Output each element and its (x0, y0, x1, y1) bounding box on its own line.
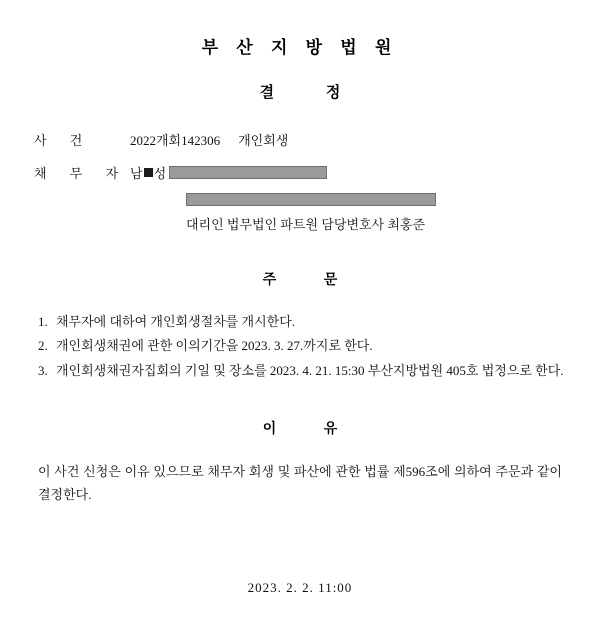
debtor-value (130, 163, 327, 182)
case-number: 2022개회142306 (130, 133, 221, 148)
redaction-bar-name (169, 166, 327, 179)
case-value (130, 130, 288, 149)
list-item (34, 360, 566, 382)
case-type: 개인회생 (238, 133, 289, 148)
list-item-text: 개인회생채권자집회의 기일 및 장소를 2023. 4. 21. 15:30 부산지방법원 405호 법정으로 한다. (56, 362, 564, 378)
list-item (34, 311, 566, 333)
reason-section-body: 이 사건 신청은 이유 있으므로 채무자 회생 및 파산에 관한 법률 제596조에 의하여 주문과 같이 결정한다. (38, 464, 562, 503)
debtor-row (34, 163, 566, 182)
reason-section-heading: 이 유 (262, 422, 360, 438)
case-label: 사 건 (34, 133, 93, 148)
case-number-row (34, 130, 566, 149)
court-title: 부 산 지 방 법 원 (201, 38, 399, 57)
list-item-text: 채무자에 대하여 개인회생절차를 개시한다. (56, 314, 296, 329)
main-section-list (34, 311, 566, 382)
document-page (0, 33, 600, 622)
list-item-text: 개인회생채권에 관한 이의기간을 2023. 3. 27.까지로 한다. (56, 338, 373, 354)
document-type-heading: 결 정 (259, 85, 365, 101)
redaction-bar-address (186, 193, 436, 206)
list-item-number: 1. (38, 314, 48, 329)
main-section-heading: 주 문 (262, 273, 360, 288)
list-item-number: 3. (38, 362, 48, 378)
list-item (34, 335, 566, 357)
debtor-label: 채 무 자 (34, 166, 129, 181)
list-item-number: 2. (38, 338, 48, 354)
case-info-block (34, 130, 566, 233)
decision-date: 2023. 2. 2. 11:00 (247, 580, 353, 595)
representative-row: 대리인 법무법인 파트원 담당변호사 최홍준 (186, 217, 426, 232)
debtor-address-row (34, 190, 566, 208)
debtor-name-suffix: 성 (153, 166, 167, 181)
redaction-square-icon (144, 168, 153, 177)
debtor-name-prefix: 남 (130, 166, 143, 181)
